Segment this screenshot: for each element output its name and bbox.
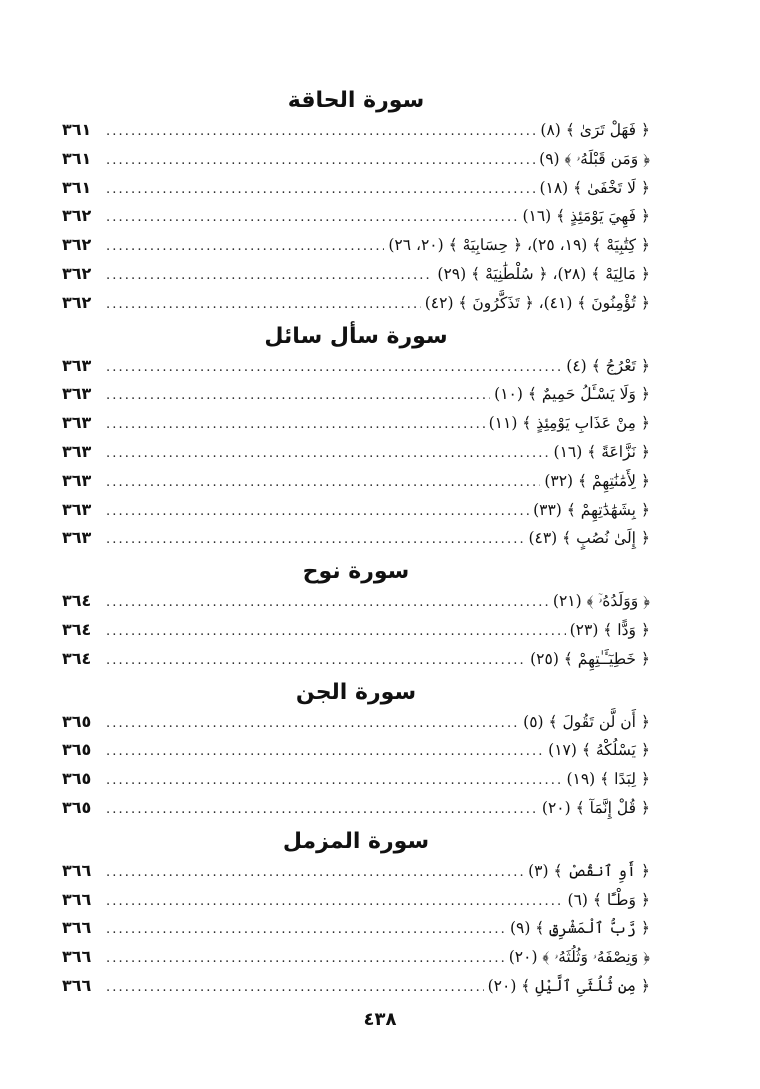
entry-word: ﴿ تُؤْمِنُونَ ﴾ (٤١)، ﴿ تَذَكَّرُونَ ﴾ (٤٢)	[424, 293, 650, 312]
entry-list	[62, 352, 650, 554]
dot-leader	[104, 469, 540, 498]
entry-word: ﴿ فَهَلْ تَرَىٰ ﴾ (٨)	[540, 121, 650, 139]
index-entry	[62, 409, 650, 438]
dot-leader	[104, 647, 526, 676]
entry-page-number: ٣٦٤	[62, 591, 92, 611]
dot-leader	[104, 440, 550, 469]
dot-leader	[104, 710, 519, 739]
surah-section	[62, 678, 650, 823]
entry-page-number: ٣٦٢	[62, 292, 92, 312]
dot-leader	[104, 262, 433, 291]
entry-page-number: ٣٦٣	[62, 499, 92, 519]
index-entry	[62, 438, 650, 467]
dot-leader	[104, 291, 421, 320]
index-entry	[62, 496, 650, 525]
entry-word: ﴿ وَلَا يَسْـَٔلُ حَمِيمٌ ﴾ (١٠)	[494, 385, 650, 404]
dot-leader	[104, 526, 524, 555]
entry-page-number: ٣٦٢	[62, 235, 92, 255]
entry-page-number: ٣٦٦	[62, 947, 92, 967]
surah-section	[62, 827, 650, 1001]
index-entry	[62, 467, 650, 496]
entry-word: ﴿ قُلْ إِنَّمَآ ﴾ (٢٠)	[541, 798, 650, 817]
surah-section	[62, 557, 650, 673]
index-entry	[62, 380, 650, 409]
dot-leader	[104, 176, 535, 205]
entry-word: ﴿ لِبَدًا ﴾ (١٩)	[566, 770, 650, 789]
surah-title: سورة المزمل	[282, 828, 430, 854]
entry-page-number: ٣٦٣	[62, 413, 92, 433]
index-entry	[62, 289, 650, 318]
surah-title: سورة الحاقة	[287, 88, 425, 113]
surah-section	[62, 86, 650, 318]
index-entry	[62, 736, 650, 765]
index-entry	[62, 231, 650, 260]
dot-leader	[104, 618, 566, 647]
entry-word: ﴿ لَا تَخْفَىٰ ﴾ (١٨)	[539, 178, 650, 197]
index-entry	[62, 765, 650, 794]
entry-page-number: ٣٦٢	[62, 263, 92, 283]
entry-page-number: ٣٦١	[62, 148, 92, 168]
index-entry	[62, 524, 650, 553]
entry-page-number: ٣٦٤	[62, 648, 92, 668]
entry-page-number: ٣٦٣	[62, 470, 92, 490]
dot-leader	[104, 888, 564, 917]
index-entry	[62, 645, 650, 674]
entry-page-number: ٣٦٦	[62, 860, 92, 880]
index-entry	[62, 260, 650, 289]
entry-word: ﴿ وَمَن قَبْلَهُۥ ﴾ (٩)	[539, 149, 650, 168]
index-entry	[62, 794, 650, 823]
page-number: ٤٣٨	[363, 1009, 397, 1030]
entry-word: ﴿ أَوِ ٱنقُصْ ﴾ (٣)	[528, 861, 650, 880]
index-entry	[62, 202, 650, 231]
surah-title: سورة نوح	[302, 559, 410, 585]
entry-word: ﴿ تَعْرُجُ ﴾ (٤)	[566, 356, 650, 375]
dot-leader	[104, 974, 484, 1003]
entry-word: ﴿ كِتَٰبِيَهْ ﴾ (١٩، ٢٥)، ﴿ حِسَابِيَهْ ﴾ (٢٠، ٢٦)	[388, 236, 650, 255]
dot-leader	[104, 411, 485, 440]
entry-page-number: ٣٦٣	[62, 384, 92, 404]
entry-page-number: ٣٦٣	[62, 355, 92, 375]
dot-leader	[104, 118, 536, 147]
index-entry	[62, 174, 650, 203]
surah-section	[62, 322, 650, 554]
entry-list	[62, 116, 650, 318]
surah-title: سورة الجن	[295, 679, 417, 705]
entry-page-number: ٣٦١	[62, 177, 92, 197]
entry-page-number: ٣٦٦	[62, 975, 92, 995]
entry-page-number: ٣٦٥	[62, 740, 92, 760]
dot-leader	[104, 859, 524, 888]
entry-word: ﴿ نَزَّاعَةً ﴾ (١٦)	[553, 442, 650, 461]
entry-word: ﴿ رَّبُّ ٱلْمَشْرِقِ ﴾ (٩)	[509, 919, 650, 938]
entry-page-number: ٣٦٣	[62, 441, 92, 461]
index-entry	[62, 972, 650, 1001]
entry-page-number: ٣٦٦	[62, 889, 92, 909]
entry-word: ﴿ أَن لَّن تَقُولَ ﴾ (٥)	[523, 712, 650, 731]
entry-word: ﴿ إِلَىٰ نُصُبٍ ﴾ (٤٣)	[528, 529, 650, 548]
entry-word: ﴿ فَهِيَ يَوْمَئِذٍ ﴾ (١٦)	[522, 207, 650, 226]
entry-page-number: ٣٦٣	[62, 528, 92, 548]
entry-word: ﴿ مِنْ عَذَابِ يَوْمِئِذٍ ﴾ (١١)	[488, 414, 650, 433]
entry-word: ﴿ وَدًّا ﴾ (٢٣)	[569, 620, 650, 639]
dot-leader	[104, 147, 535, 176]
entry-page-number: ٣٦٥	[62, 797, 92, 817]
dot-leader	[104, 916, 506, 945]
entry-word: ﴿ يَسْلُكْهُ ﴾ (١٧)	[548, 741, 650, 760]
index-entry	[62, 914, 650, 943]
index-entry	[62, 352, 650, 381]
entry-page-number: ٣٦٤	[62, 619, 92, 639]
surah-title: سورة سأل سائل	[264, 323, 448, 349]
entry-word: ﴿ خَطِيٓـَٔـٰتِهِمْ ﴾ (٢٥)	[530, 649, 650, 668]
entry-word: ﴿ وَنِصْفَهُۥ وَثُلُثَهُۥ ﴾ (٢٠)	[508, 948, 650, 967]
index-entry	[62, 708, 650, 737]
entry-word: ﴿ وَوَلَدُهُۥٓ ﴾ (٢١)	[552, 592, 650, 611]
index-entry	[62, 886, 650, 915]
entry-page-number: ٣٦٦	[62, 918, 92, 938]
dot-leader	[104, 204, 518, 233]
entry-page-number: ٣٦١	[62, 120, 92, 139]
entry-word: ﴿ مَالِيَهْ ﴾ (٢٨)، ﴿ سُلْطَٰنِيَهْ ﴾ (٢٩)	[437, 264, 650, 283]
dot-leader	[104, 767, 562, 796]
index-page	[62, 84, 650, 1005]
index-entry	[62, 587, 650, 616]
entry-page-number: ٣٦٥	[62, 769, 92, 789]
index-entry	[62, 145, 650, 174]
entry-list	[62, 857, 650, 1001]
dot-leader	[104, 945, 505, 974]
dot-leader	[104, 382, 490, 411]
dot-leader	[104, 738, 544, 767]
index-entry	[62, 943, 650, 972]
dot-leader	[104, 796, 538, 825]
entry-list	[62, 708, 650, 823]
entry-page-number: ٣٦٥	[62, 711, 92, 731]
index-entry	[62, 616, 650, 645]
dot-leader	[104, 233, 384, 262]
dot-leader	[104, 498, 529, 527]
entry-word: ﴿ وَطْـًٔا ﴾ (٦)	[567, 890, 650, 909]
dot-leader	[104, 354, 562, 383]
entry-word: ﴿ لِأَمَٰنَٰتِهِمْ ﴾ (٣٢)	[544, 471, 650, 490]
index-entry	[62, 857, 650, 886]
entry-list	[62, 587, 650, 673]
dot-leader	[104, 589, 549, 618]
entry-page-number: ٣٦٢	[62, 206, 92, 226]
entry-word: ﴿ بِشَهَٰدَٰتِهِمْ ﴾ (٣٣)	[533, 500, 650, 519]
index-entry	[62, 116, 650, 145]
entry-word: ﴿ مِن ثُلُثَىِ ٱلَّيْلِ ﴾ (٢٠)	[487, 976, 650, 995]
